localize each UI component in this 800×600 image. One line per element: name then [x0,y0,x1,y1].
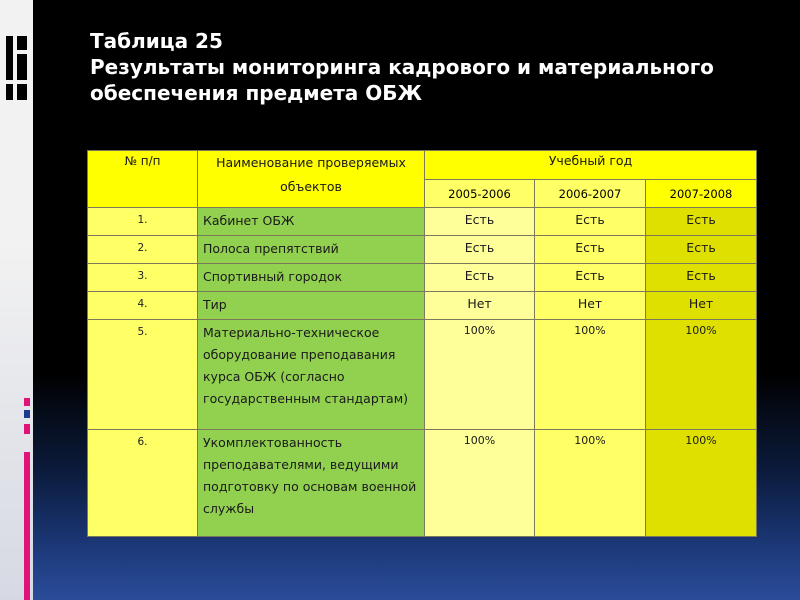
row-name: Кабинет ОБЖ [198,208,425,236]
row-value: Нет [425,292,535,320]
row-value: Нет [535,292,646,320]
table-row [88,264,757,292]
row-value: Есть [646,236,757,264]
header-year-group: Учебный год [425,151,757,180]
row-value: Есть [425,264,535,292]
row-value: Есть [646,264,757,292]
header-num: № п/п [88,151,198,208]
row-name: Спортивный городок [198,264,425,292]
slide-left-strip [0,0,33,600]
header-year: 2006-2007 [535,180,646,208]
header-year: 2005-2006 [425,180,535,208]
accent-bar-pink [24,452,30,600]
row-value: 100% [646,320,757,430]
accent-bar-pink [24,398,30,406]
row-name: Полоса препятствий [198,236,425,264]
row-value: 100% [535,320,646,430]
row-value: Есть [535,208,646,236]
slide-title [90,28,770,106]
row-value: Есть [425,236,535,264]
table-header-row [88,151,757,180]
monitoring-table [87,150,757,537]
row-value: Есть [425,208,535,236]
accent-bar-blue [24,410,30,418]
header-year: 2007-2008 [646,180,757,208]
row-name: Укомплектованность преподавателями, ведущими подготовку по основам военной службы [198,430,425,537]
row-value: Есть [535,236,646,264]
row-name: Материально-техническое оборудование преподавания курса ОБЖ (согласно государственным стандартам) [198,320,425,430]
title-line-3: обеспечения предмета ОБЖ [90,81,422,105]
title-line-2: Результаты мониторинга кадрового и материального [90,55,714,79]
row-num: 3. [88,264,198,292]
accent-bar-pink [24,424,30,434]
row-value: Есть [646,208,757,236]
row-name: Тир [198,292,425,320]
row-num: 2. [88,236,198,264]
row-value: 100% [535,430,646,537]
table-row [88,320,757,430]
row-value: 100% [425,430,535,537]
table-row [88,208,757,236]
row-value: Есть [535,264,646,292]
title-line-1: Таблица 25 [90,29,223,53]
row-value: Нет [646,292,757,320]
row-num: 1. [88,208,198,236]
row-value: 100% [425,320,535,430]
row-num: 5. [88,320,198,430]
row-value: 100% [646,430,757,537]
table-row [88,236,757,264]
row-num: 6. [88,430,198,537]
table-row [88,430,757,537]
header-name: Наименование проверяемых объектов [198,151,425,208]
table-row [88,292,757,320]
row-num: 4. [88,292,198,320]
